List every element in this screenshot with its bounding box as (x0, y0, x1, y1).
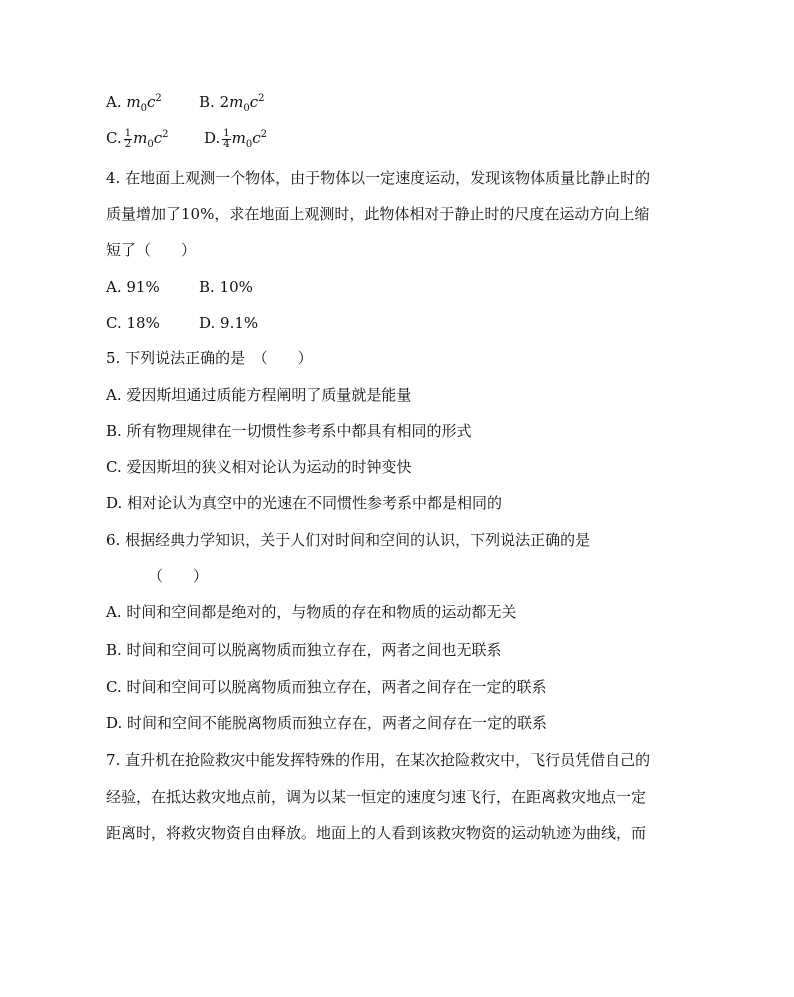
q6-option-b: B. 时间和空间可以脱离物质而独立存在，两者之间也无联系 (106, 641, 502, 659)
q6-answer-paren: （ ） (148, 567, 209, 585)
q4-option-c: C. 18% (106, 314, 160, 332)
q5-option-a: A. 爱因斯坦通过质能方程阐明了质量就是能量 (106, 386, 412, 404)
q3-option-a: A. $m_0c^2$ (106, 93, 162, 114)
q5-stem: 5. 下列说法正确的是 （ ） (106, 349, 313, 367)
q5-option-c: C. 爱因斯坦的狭义相对论认为运动的时钟变快 (106, 458, 412, 476)
q6-option-c: C. 时间和空间可以脱离物质而独立存在，两者之间存在一定的联系 (106, 678, 547, 696)
fraction: $\frac{1}{2}$ (124, 127, 132, 150)
q3-option-c: C. $\frac{1}{2}$ $m_0c^2$ (106, 127, 169, 150)
q3-option-d: D. $\frac{1}{4}$ $m_0c^2$ (204, 127, 268, 150)
q4-option-b: B. 10% (199, 278, 253, 296)
q6-option-a: A. 时间和空间都是绝对的，与物质的存在和物质的运动都无关 (106, 603, 517, 621)
q7-stem-line-2: 经验，在抵达救灾地点前，调为以某一恒定的速度匀速飞行，在距离救灾地点一定 (106, 788, 647, 806)
q3-option-b: B. $2m_0c^2$ (199, 93, 265, 114)
q5-option-d: D. 相对论认为真空中的光速在不同惯性参考系中都是相同的 (106, 494, 503, 512)
q4-stem-line-1: 4. 在地面上观测一个物体，由于物体以一定速度运动，发现该物体质量比静止时的 (106, 169, 651, 187)
q5-option-b: B. 所有物理规律在一切惯性参考系中都具有相同的形式 (106, 422, 472, 440)
q7-stem-line-1: 7. 直升机在抢险救灾中能发挥特殊的作用，在某次抢险救灾中，飞行员凭借自己的 (106, 751, 651, 769)
q6-stem: 6. 根据经典力学知识，关于人们对时间和空间的认识，下列说法正确的是 (106, 531, 591, 549)
q4-stem-line-3: 短了（ ） (106, 241, 197, 259)
q4-stem-line-2: 质量增加了10%，求在地面上观测时，此物体相对于静止时的尺度在运动方向上缩 (106, 205, 650, 223)
q7-stem-line-3: 距离时，将救灾物资自由释放。地面上的人看到该救灾物资的运动轨迹为曲线，而 (106, 824, 647, 842)
q4-option-d: D. 9.1% (199, 314, 259, 332)
q4-option-a: A. 91% (106, 278, 160, 296)
q6-option-d: D. 时间和空间不能脱离物质而独立存在，两者之间存在一定的联系 (106, 714, 548, 732)
fraction: $\frac{1}{4}$ (223, 127, 230, 150)
